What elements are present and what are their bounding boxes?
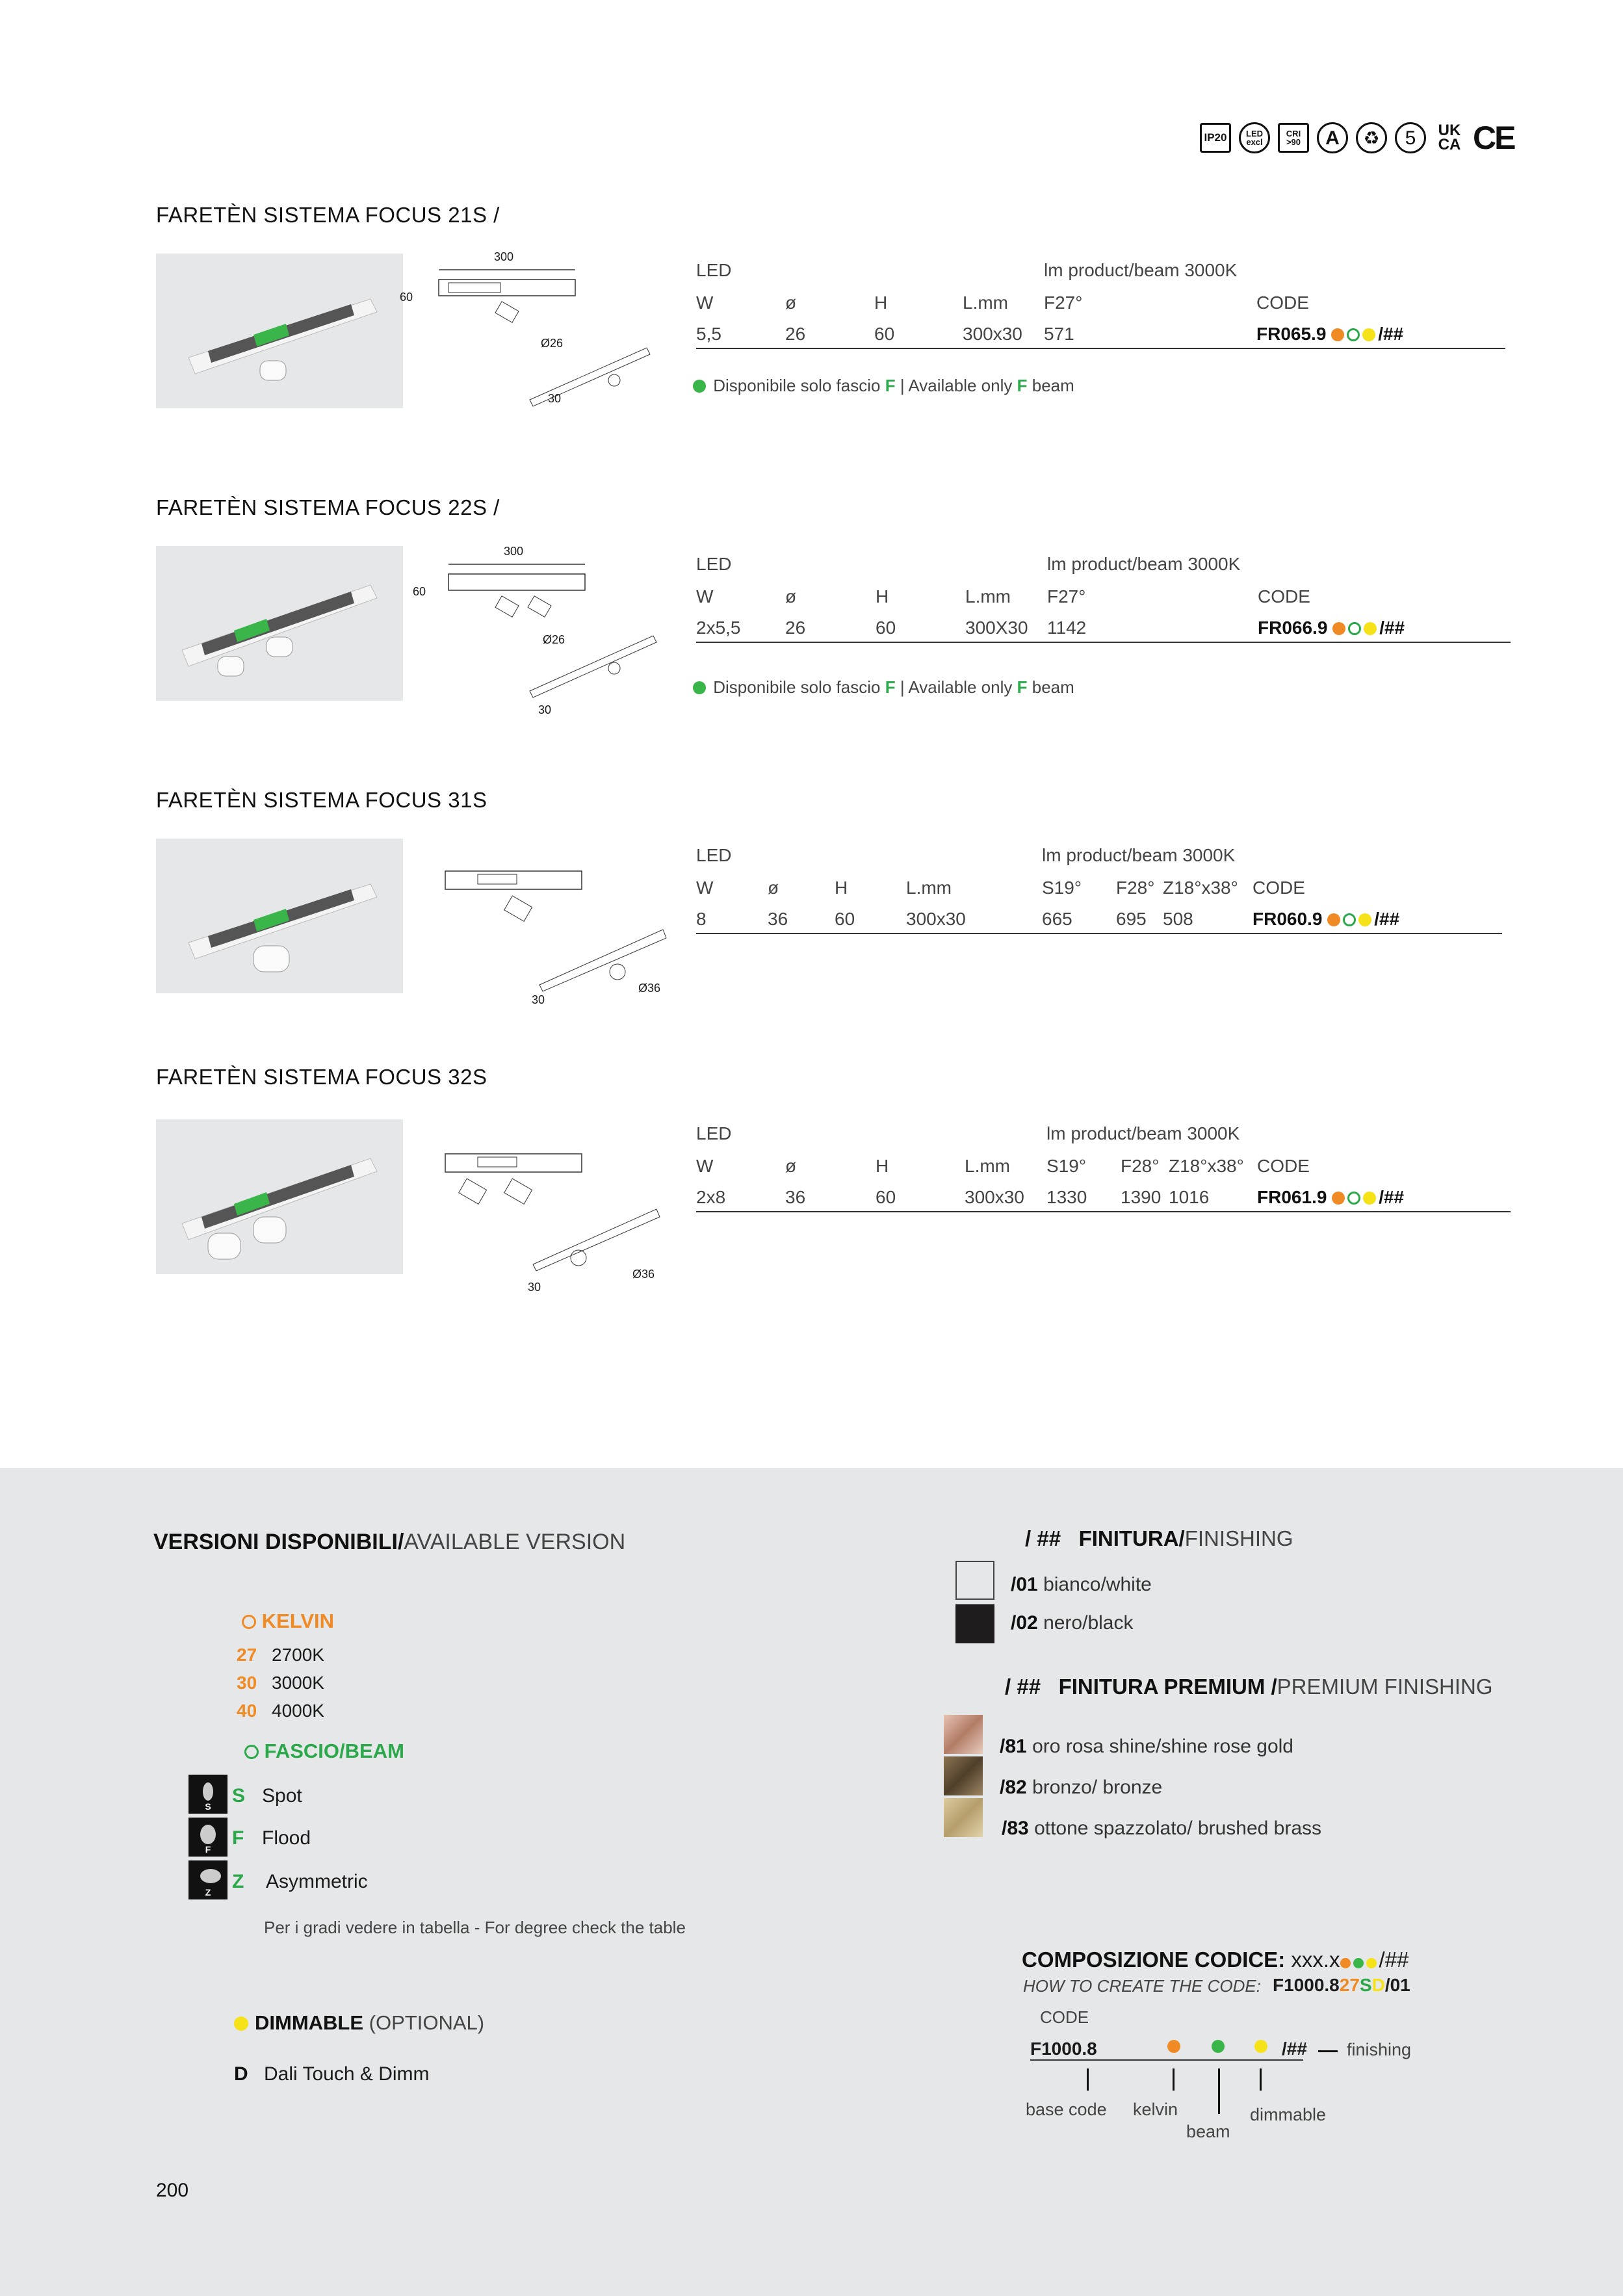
col-diam: ø	[785, 293, 797, 313]
finishing-label: finishing	[1347, 2040, 1412, 2059]
val-f28: 695	[1116, 909, 1147, 929]
beam-note-22s: Disponibile solo fascio F | Available only F beam	[693, 677, 1074, 698]
val-s19: 665	[1042, 909, 1072, 929]
beam-note-21s: Disponibile solo fascio F | Available only F beam	[693, 376, 1074, 396]
col-code: CODE	[1256, 293, 1309, 313]
val-w: 2x5,5	[696, 618, 741, 638]
flood-beam-icon: F	[188, 1818, 227, 1857]
val-length: 300x30	[963, 324, 1022, 344]
led-label: LED	[696, 1123, 732, 1143]
val-z18: 508	[1163, 909, 1193, 929]
finish-dash	[1318, 2050, 1338, 2052]
product-code: FR066.9 /##	[1258, 618, 1405, 638]
val-h: 60	[835, 909, 855, 929]
col-code: CODE	[1253, 878, 1305, 898]
recycle-icon: ♻	[1356, 122, 1387, 153]
versions-title: VERSIONI DISPONIBILI/AVAILABLE VERSION	[153, 1530, 626, 1554]
technical-drawing-21s	[400, 250, 660, 423]
dim-height: 60	[413, 585, 426, 598]
col-z18: Z18°x38°	[1163, 878, 1238, 898]
val-length: 300X30	[965, 618, 1028, 638]
spec-table-32s	[696, 1123, 1512, 1207]
code-example: F1000.827SD/01	[1273, 1975, 1410, 1995]
tick-beam	[1218, 2068, 1220, 2114]
val-h: 60	[874, 324, 895, 344]
ukca-icon: UK CA	[1438, 122, 1461, 153]
dim-depth: 30	[548, 392, 562, 405]
kelvin-item: 40 4000K	[237, 1701, 324, 1721]
label-kelvin: kelvin	[1133, 2100, 1178, 2119]
beam-dot-icon	[1348, 622, 1361, 635]
tick-dimmable	[1260, 2068, 1262, 2091]
beam-dot-icon	[1212, 2040, 1225, 2053]
spot-beam-icon: S	[188, 1775, 227, 1814]
label-base-code: base code	[1026, 2100, 1107, 2119]
val-f28: 1390	[1121, 1187, 1162, 1207]
val-diam: 36	[785, 1187, 806, 1207]
led-label: LED	[696, 260, 732, 280]
finish-83: /83 ottone spazzolato/ brushed brass	[1002, 1818, 1322, 1839]
dim-length: 300	[504, 545, 524, 558]
col-f28: F28°	[1121, 1156, 1160, 1176]
dim-depth: 30	[538, 703, 552, 716]
col-s19: S19°	[1046, 1156, 1087, 1176]
code-label: CODE	[1040, 2007, 1089, 2027]
beam-circle-icon	[244, 1745, 259, 1759]
col-w: W	[696, 293, 714, 313]
swatch-brushed-brass	[944, 1798, 983, 1837]
technical-drawing-31s	[416, 861, 676, 1034]
technical-drawing-32s	[416, 1144, 676, 1316]
col-h: H	[876, 586, 889, 607]
col-w: W	[696, 586, 714, 607]
col-f27: F27°	[1047, 586, 1086, 607]
kelvin-dot-icon	[1332, 622, 1345, 635]
product-title-21s: FARETÈN SISTEMA FOCUS 21S /	[156, 203, 500, 227]
asymmetric-beam-icon: Z	[188, 1860, 227, 1899]
dim-depth: 30	[532, 993, 545, 1006]
product-code: FR061.9 /##	[1257, 1187, 1405, 1207]
val-lumen: 571	[1044, 324, 1074, 344]
beam-item-spot: S Spot	[232, 1785, 302, 1807]
val-w: 5,5	[696, 324, 721, 344]
swatch-black	[955, 1604, 994, 1643]
cri-icon: CRI >90	[1278, 123, 1309, 153]
finish-01: /01 bianco/white	[1011, 1574, 1152, 1595]
col-w: W	[696, 878, 714, 898]
ce-icon: CE	[1473, 120, 1514, 156]
spec-table-21s	[696, 260, 1509, 344]
dimmable-dot-icon	[1358, 913, 1371, 926]
beam-item-asymmetric: Z Asymmetric	[232, 1871, 368, 1892]
premium-finishing-title: / ## FINITURA PREMIUM /PREMIUM FINISHING	[1005, 1675, 1493, 1699]
product-photo-21s	[156, 254, 403, 408]
dim-height: 60	[400, 291, 413, 304]
val-length: 300x30	[906, 909, 966, 929]
base-code-value: F1000.8	[1030, 2039, 1097, 2059]
product-photo-32s	[156, 1119, 403, 1274]
val-h: 60	[876, 618, 896, 638]
finish-code-value: /##	[1282, 2039, 1307, 2059]
product-code: FR060.9 /##	[1253, 909, 1400, 929]
code-underline	[1030, 2059, 1303, 2061]
dim-depth: 30	[528, 1281, 541, 1294]
row-divider	[696, 348, 1505, 349]
col-f28: F28°	[1116, 878, 1155, 898]
tick-base	[1087, 2068, 1089, 2091]
spec-table-31s	[696, 845, 1505, 929]
val-w: 8	[696, 909, 707, 929]
swatch-rose-gold	[944, 1715, 983, 1754]
label-beam: beam	[1186, 2122, 1230, 2141]
val-w: 2x8	[696, 1187, 726, 1207]
dim-diameter: Ø26	[541, 337, 564, 350]
col-h: H	[874, 293, 888, 313]
col-f27: F27°	[1044, 293, 1083, 313]
spec-table-22s	[696, 554, 1512, 638]
finish-82: /82 bronzo/ bronze	[1000, 1777, 1163, 1798]
certification-icons	[1200, 120, 1514, 156]
warranty-5-icon: 5	[1395, 122, 1426, 153]
dimmable-dot-icon	[1366, 1958, 1377, 1968]
beam-dot-icon	[1347, 328, 1360, 341]
dimmable-dot-icon	[1363, 1192, 1376, 1205]
dim-length: 300	[494, 250, 514, 263]
val-z18: 1016	[1169, 1187, 1210, 1207]
val-lumen: 1142	[1047, 618, 1087, 638]
page-number: 200	[156, 2180, 189, 2201]
col-code: CODE	[1257, 1156, 1310, 1176]
product-title-22s: FARETÈN SISTEMA FOCUS 22S /	[156, 495, 500, 519]
lm-label: lm product/beam 3000K	[1046, 1123, 1240, 1143]
col-h: H	[876, 1156, 889, 1176]
kelvin-item: 27 2700K	[237, 1645, 324, 1665]
dim-diameter: Ø36	[638, 982, 661, 995]
led-excluded-icon: LED excl	[1239, 122, 1270, 153]
col-diam: ø	[768, 878, 779, 898]
product-photo-31s	[156, 839, 403, 993]
dimmable-dot-icon	[1362, 328, 1375, 341]
code-composition-title: COMPOSIZIONE CODICE: xxx.x /##	[1022, 1948, 1409, 1972]
col-length: L.mm	[906, 878, 952, 898]
product-photo-22s	[156, 546, 403, 701]
col-length: L.mm	[963, 293, 1008, 313]
ip20-icon: IP20	[1200, 123, 1231, 153]
col-w: W	[696, 1156, 714, 1176]
row-divider	[696, 933, 1502, 934]
kelvin-dot-icon	[1327, 913, 1340, 926]
dimmable-dot-icon	[1364, 622, 1377, 635]
finish-81: /81 oro rosa shine/shine rose gold	[1000, 1736, 1293, 1757]
kelvin-dot-icon	[1331, 328, 1344, 341]
val-length: 300x30	[965, 1187, 1024, 1207]
col-diam: ø	[785, 1156, 797, 1176]
kelvin-list	[237, 1641, 324, 1725]
beam-heading: FASCIO/BEAM	[244, 1740, 404, 1763]
dimmable-dot-icon	[234, 2016, 248, 2031]
val-h: 60	[876, 1187, 896, 1207]
beam-dot-icon	[1343, 913, 1356, 926]
tick-kelvin	[1173, 2068, 1175, 2091]
energy-class-icon: A	[1317, 122, 1348, 153]
dimmable-dot-icon	[1254, 2040, 1267, 2053]
kelvin-item: 30 3000K	[237, 1673, 324, 1693]
led-label: LED	[696, 554, 732, 574]
beam-dot-icon	[1347, 1192, 1360, 1205]
kelvin-heading: KELVIN	[242, 1610, 334, 1633]
col-z18: Z18°x38°	[1169, 1156, 1244, 1176]
swatch-bronze	[944, 1756, 983, 1795]
col-s19: S19°	[1042, 878, 1082, 898]
kelvin-circle-icon	[242, 1615, 256, 1629]
green-dot-icon	[693, 681, 706, 694]
dim-diameter: Ø36	[632, 1268, 655, 1281]
col-diam: ø	[785, 586, 797, 607]
val-diam: 26	[785, 618, 806, 638]
val-s19: 1330	[1046, 1187, 1087, 1207]
row-divider	[696, 642, 1511, 643]
beam-degree-note: Per i gradi vedere in tabella - For degree check the table	[264, 1918, 686, 1937]
finish-02: /02 nero/black	[1011, 1612, 1134, 1634]
col-length: L.mm	[965, 586, 1011, 607]
col-h: H	[835, 878, 848, 898]
product-title-32s: FARETÈN SISTEMA FOCUS 32S	[156, 1065, 487, 1089]
val-diam: 36	[768, 909, 788, 929]
legend-panel	[0, 1468, 1623, 2296]
dim-diameter: Ø26	[543, 633, 565, 646]
lm-label: lm product/beam 3000K	[1047, 554, 1241, 574]
label-dimmable: dimmable	[1250, 2105, 1327, 2124]
beam-dot-icon	[1353, 1958, 1364, 1968]
led-label: LED	[696, 845, 732, 865]
dali-option: D Dali Touch & Dimm	[234, 2063, 430, 2085]
product-code: FR065.9 /##	[1256, 324, 1404, 344]
beam-item-flood: F Flood	[232, 1827, 311, 1849]
finishing-title: / ## FINITURA/FINISHING	[1025, 1526, 1293, 1550]
val-diam: 26	[785, 324, 806, 344]
product-title-31s: FARETÈN SISTEMA FOCUS 31S	[156, 788, 487, 812]
technical-drawing-22s	[413, 545, 673, 717]
howto-label: HOW TO CREATE THE CODE:	[1023, 1976, 1261, 1996]
swatch-white	[955, 1561, 994, 1600]
kelvin-dot-icon	[1167, 2040, 1180, 2053]
col-code: CODE	[1258, 586, 1310, 607]
lm-label: lm product/beam 3000K	[1044, 260, 1238, 280]
lm-label: lm product/beam 3000K	[1042, 845, 1236, 865]
col-length: L.mm	[965, 1156, 1010, 1176]
green-dot-icon	[693, 380, 706, 393]
dimmable-heading: DIMMABLE (OPTIONAL)	[234, 2011, 484, 2035]
kelvin-dot-icon	[1332, 1192, 1345, 1205]
row-divider	[696, 1211, 1511, 1212]
kelvin-dot-icon	[1340, 1958, 1351, 1968]
